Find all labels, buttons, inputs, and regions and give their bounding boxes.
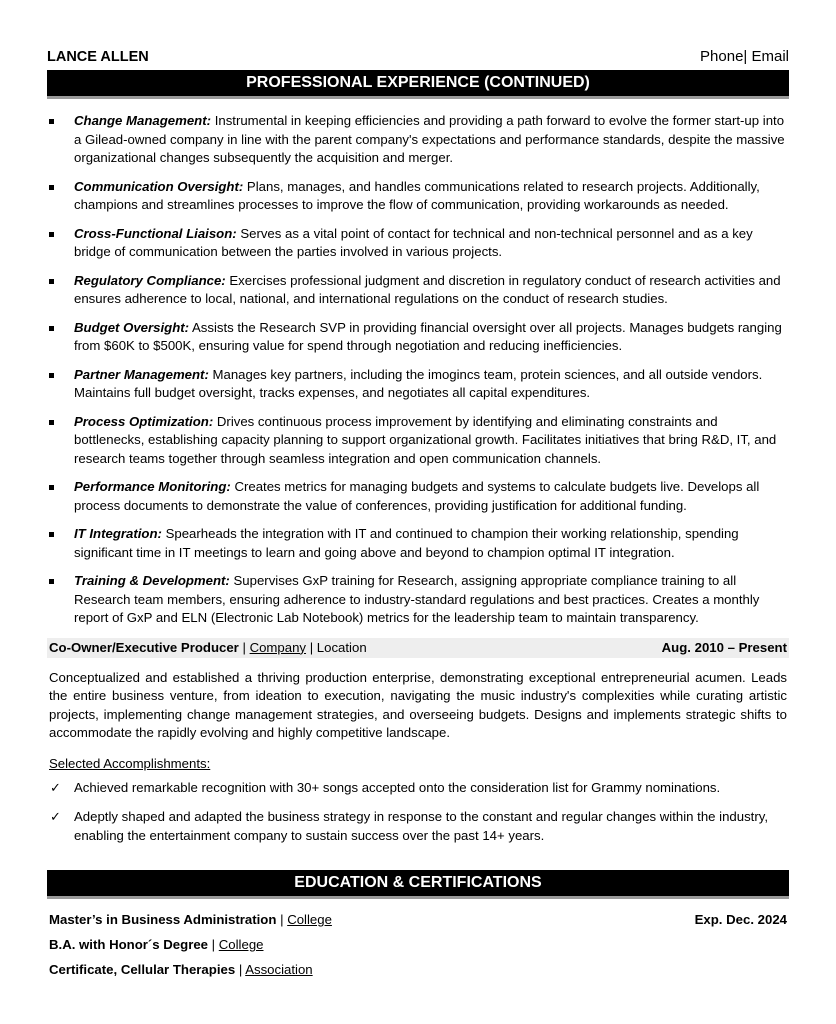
bullet-item <box>47 413 789 469</box>
bullet-item <box>47 572 789 628</box>
separator: | <box>235 962 246 977</box>
institution: Association <box>245 962 313 977</box>
bullet-item <box>47 319 789 356</box>
experience-bullet-list <box>47 112 789 628</box>
separator: | <box>208 937 219 952</box>
candidate-name: LANCE ALLEN <box>47 49 149 65</box>
square-bullet-icon <box>49 579 54 584</box>
bullet-lead: Change Management: <box>74 113 212 128</box>
checkmark-icon: ✓ <box>50 779 61 795</box>
bullet-item <box>47 272 789 309</box>
education-entry <box>49 932 264 957</box>
education-entry <box>49 957 313 982</box>
bullet-lead: Partner Management: <box>74 366 209 382</box>
square-bullet-icon <box>49 326 54 331</box>
header <box>47 48 789 70</box>
bullet-item <box>47 478 789 515</box>
degree: B.A. with Honor´s Degree <box>49 937 208 952</box>
degree: Certificate, Cellular Therapies <box>49 962 236 977</box>
square-bullet-icon <box>49 373 54 378</box>
education-row <box>47 932 789 957</box>
degree: Master’s in Business Administration <box>49 912 277 927</box>
bullet-lead: Regulatory Compliance: <box>74 272 226 288</box>
bullet-lead: Process Optimization: <box>74 413 214 429</box>
role-location: Location <box>316 639 367 655</box>
bullet-lead: Training & Development: <box>74 573 230 588</box>
bullet-text: Manages key partners, including the imogincs team, protein sciences, and all outside vendors. Maintains full budget oversight, tracks expenses, and negotiates all capital expenditures. <box>74 366 763 400</box>
role-dates: Aug. 2010 – Present <box>661 639 787 655</box>
institution: College <box>218 937 264 952</box>
bullet-item <box>47 366 789 403</box>
education-row <box>47 957 789 982</box>
bullet-text: Supervises GxP training for Research, assigning appropriate compliance training to all Research team members, ensuring adherence to industry-standard regulations and best practices. Creates a monthly report of GxP and ELN (Electronic Lab Notebook) metrics for the leadership team to maintain transparency. <box>74 573 760 625</box>
square-bullet-icon <box>49 232 54 237</box>
separator: | <box>306 639 317 655</box>
bullet-item <box>47 178 789 215</box>
accomplishment-item <box>47 779 789 798</box>
square-bullet-icon <box>49 279 54 284</box>
bullet-item <box>47 225 789 262</box>
selected-accomplishments-label: Selected Accomplishments: <box>49 755 211 771</box>
bullet-lead: IT Integration: <box>74 526 162 541</box>
bullet-text: Exercises professional judgment and discretion in regulatory conduct of research activities and ensures adherence to local, national, and international regulations on the conduct of research studies. <box>74 272 781 306</box>
bullet-item <box>47 525 789 562</box>
role-header <box>47 638 789 658</box>
accomplishment-list <box>47 779 789 846</box>
square-bullet-icon <box>49 485 54 490</box>
bullet-text: Drives continuous process improvement by identifying and eliminating constraints and bottlenecks, establishing capacity planning to support organizational growth. Facilitates initiatives that bring R&D, IT, and research teams together through seamless integration and open communication channels. <box>74 413 777 466</box>
bullet-text: Creates metrics for managing budgets and systems to calculate budgets live. Develops all process documents to demonstrate the value of conferences, providing justification for additional funding. <box>74 479 760 513</box>
bullet-lead: Communication Oversight: <box>74 178 244 194</box>
resume-page <box>47 48 789 982</box>
education-list <box>47 907 789 982</box>
role-summary: Conceptualized and established a thriving production enterprise, demonstrating exceptional entrepreneurial acumen. Leads the entire business venture, from ideation to execution, navigating the music industry's complexities while curating artistic projects, implementing change management strategies, and overseeing budgets. Designs and implements strategic shifts to accommodate the rapidly evolving and highly competitive landscape. <box>49 669 787 740</box>
accomplishment-text: Adeptly shaped and adapted the business strategy in response to the constant and regular changes within the industry, enabling the entertainment company to sustain success over the past 14+ years. <box>74 809 769 843</box>
education-section-title: EDUCATION & CERTIFICATIONS <box>47 870 789 899</box>
square-bullet-icon <box>49 420 54 425</box>
bullet-lead: Cross-Functional Liaison: <box>74 225 237 241</box>
square-bullet-icon <box>49 185 54 190</box>
bullet-item <box>47 112 789 168</box>
bullet-text: Serves as a vital point of contact for technical and non-technical personnel and as a key bridge of communication between the parties involved in various projects. <box>74 225 753 259</box>
role-title: Co-Owner/Executive Producer <box>49 639 239 655</box>
bullet-text: Assists the Research SVP in providing financial oversight over all projects. Manages budgets ranging from $60K to $500K, ensuring value for spend through negotiation and reducing inefficiencies. <box>74 319 782 353</box>
education-entry <box>49 907 332 932</box>
company-link: Company <box>249 639 307 655</box>
role-info <box>49 638 367 658</box>
bullet-lead: Performance Monitoring: <box>74 479 231 494</box>
bullet-text: Plans, manages, and handles communications related to research projects. Additionally, champions and streamlines processes to improve the flow of communication, providing workarounds as needed. <box>74 178 760 212</box>
experience-section-title: PROFESSIONAL EXPERIENCE (CONTINUED) <box>47 70 789 99</box>
square-bullet-icon <box>49 532 54 537</box>
education-date: Exp. Dec. 2024 <box>694 912 787 927</box>
education-row <box>47 907 789 932</box>
accomplishment-text: Achieved remarkable recognition with 30+ songs accepted onto the consideration list for Grammy nominations. <box>74 779 721 795</box>
contact-info: Phone| Email <box>700 48 789 65</box>
bullet-text: Instrumental in keeping efficiencies and providing a path forward to evolve the former start-up into a Gilead-owned company in line with the parent company's expectations and performance standards, despite the massive organizational changes subsequently the acquisition and merger. <box>74 113 785 165</box>
bullet-text: Spearheads the integration with IT and continued to champion their working relationship, spending significant time in IT meetings to learn and going above and beyond to champion optimal IT integration. <box>74 526 739 560</box>
separator: | <box>276 912 288 927</box>
separator: | <box>238 639 250 655</box>
square-bullet-icon <box>49 119 54 124</box>
institution: College <box>287 912 332 927</box>
accomplishment-item <box>47 808 789 845</box>
bullet-lead: Budget Oversight: <box>74 319 190 335</box>
checkmark-icon: ✓ <box>50 809 61 824</box>
